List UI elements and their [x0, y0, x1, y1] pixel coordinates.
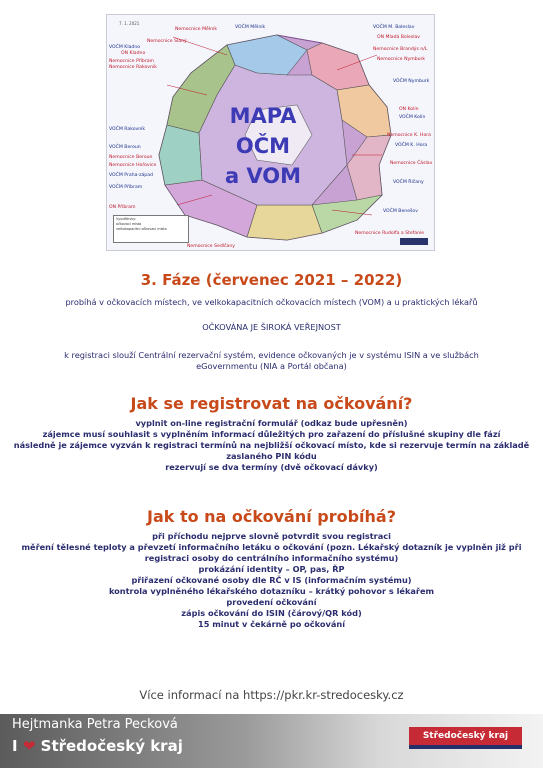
map-label: Nemocnice Rudolfa a Stefanie: [355, 231, 425, 236]
register-item: zaslaného PIN kódu: [226, 451, 317, 461]
map-title-line1: MAPA OČM: [229, 104, 297, 158]
map-label: Nemocnice Čáslav: [390, 161, 433, 166]
process-heading: Jak to na očkování probíhá?: [146, 507, 397, 526]
map-label: Nemocnice Beroun: [109, 155, 153, 160]
brand-line: [12, 737, 183, 755]
heart-icon: ❤: [22, 737, 36, 755]
brand-name: Středočeský kraj: [40, 737, 183, 755]
map-label: Nemocnice K. Hora: [387, 133, 431, 138]
map-title: [203, 101, 323, 191]
process-item: měření tělesné teploty a převzetí informačního letáku o očkování (pozn. Lékařský dotazník je vyplněn již při: [21, 542, 522, 552]
brand-prefix: I: [12, 737, 18, 755]
map-label: Nemocnice Slaný: [147, 39, 187, 44]
governor-name: Hejtmanka Petra Pecková: [12, 717, 178, 732]
process-item: prokázání identity – OP, pas, ŘP: [198, 564, 345, 574]
map-label: VOČM Rakovník: [109, 127, 146, 132]
map-label: VOČM Kolín: [399, 115, 426, 120]
process-item: přiřazení očkované osoby dle RČ v IS (informačním systému): [131, 575, 412, 585]
vaccination-centres-map: [106, 14, 435, 251]
register-list: [0, 418, 543, 473]
register-item: zájemce musí souhlasit s vyplněním informací důležitých pro zařazení do příslušné skupiny dle fází: [42, 429, 501, 439]
map-label: VOČM Příbram: [109, 185, 143, 190]
map-label: Nemocnice Rakovník: [109, 65, 157, 70]
region-badge: Středočeský kraj: [409, 727, 522, 749]
process-item: zápis očkování do ISIN (čárový/QR kód): [181, 608, 362, 618]
map-label: VOČM M. Boleslav: [373, 25, 415, 30]
more-info-link[interactable]: Více informací na https://pkr.kr-stredocesky.cz: [139, 688, 404, 702]
phase-registration-line1: k registraci slouží Centrální rezervační systém, evidence očkovaných je v systému ISIN a ve službách: [64, 350, 479, 360]
map-date: 7. 1. 2021: [119, 21, 140, 26]
register-item: vyplnit on-line registrační formulář (odkaz bude upřesněn): [135, 418, 408, 428]
process-item: 15 minut v čekárně po očkování: [198, 619, 345, 629]
process-item: kontrola vyplněného lékařského dotazníku – krátký pohovor s lékařem: [108, 586, 435, 596]
map-label: Nemocnice Brandýs n/L: [373, 47, 428, 52]
map-label: Nemocnice Příbram: [109, 59, 155, 64]
map-label: VOČM Mělník: [235, 25, 266, 30]
legend-item: očkovací místo: [116, 222, 142, 226]
map-label: Nemocnice Mělník: [175, 27, 217, 32]
map-label: ON Kolín: [399, 107, 419, 112]
process-item: provedení očkování: [226, 597, 317, 607]
map-label: Nemocnice Sedlčany: [187, 244, 235, 249]
region-logo: [400, 238, 428, 245]
register-item: rezervují se dva termíny (dvě očkovací dávky): [165, 462, 378, 472]
map-label: VOČM Nymburk: [393, 79, 430, 84]
map-label: VOČM Říčany: [393, 180, 424, 185]
map-label: VOČM Beroun: [109, 145, 141, 150]
phase-title: 3. Fáze (červenec 2021 – 2022): [140, 271, 403, 289]
phase-registration-line2: eGovernmentu (NIA a Portál občana): [196, 361, 347, 371]
legend-item: velkokapacitní očkovací místo: [116, 227, 167, 231]
process-list: [0, 531, 543, 630]
map-legend: [113, 215, 189, 243]
process-item: registraci osoby do centrálního informačního systému): [144, 553, 399, 563]
phase-public: OČKOVÁNA JE ŠIROKÁ VEŘEJNOST: [202, 322, 341, 332]
register-heading: Jak se registrovat na očkování?: [130, 394, 413, 413]
map-label: Nemocnice Hořovice: [109, 163, 157, 168]
register-item: následně je zájemce vyzván k registraci termínů na nejbližší očkovací místo, kde si rezervuje termín na základě: [13, 440, 530, 450]
map-label: VOČM K. Hora: [395, 143, 428, 148]
map-label: Nemocnice Nymburk: [377, 57, 426, 62]
map-label: VOČM Kladno: [109, 45, 141, 50]
map-title-line2: a VOM: [224, 164, 302, 188]
map-label: VOČM Benešov: [383, 209, 418, 214]
phase-intro: probíhá v očkovacích místech, ve velkokapacitních očkovacích místech (VOM) a u praktických lékařů: [65, 297, 478, 307]
process-item: při příchodu nejprve slovně potvrdit svou registraci: [152, 531, 391, 541]
map-label: ON Příbram: [109, 205, 136, 210]
map-label: VOČM Praha-západ: [109, 173, 153, 178]
map-label: ON Mladá Boleslav: [377, 35, 421, 40]
legend-title: Vysvětlivky:: [116, 217, 137, 221]
map-label: ON Kladno: [121, 51, 146, 56]
